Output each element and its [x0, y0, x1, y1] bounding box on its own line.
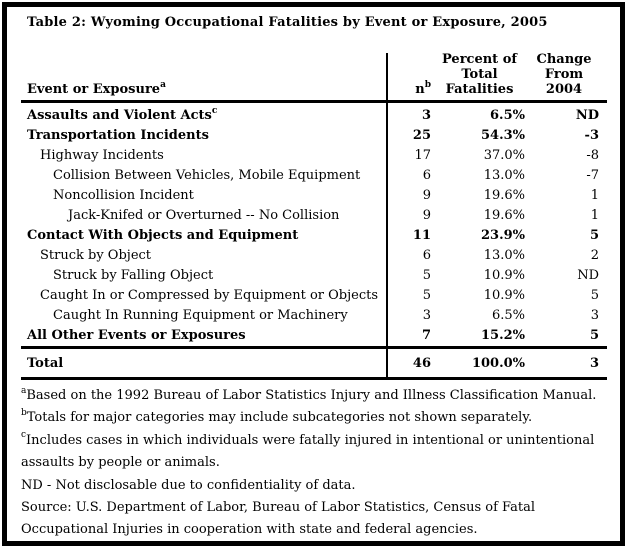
total-n-value: 46 [412, 355, 431, 371]
row-label: Highway Incidents [40, 148, 164, 163]
table-header-row [21, 50, 607, 103]
row-change-value: 1 [590, 208, 599, 223]
total-percent-value: 100.0% [471, 355, 525, 371]
row-percent-value: 37.0% [483, 148, 525, 163]
table-row [21, 246, 607, 266]
row-percent-value: 23.9% [480, 228, 525, 243]
row-change-value: ND [575, 108, 599, 123]
footnotes-section [21, 385, 610, 542]
row-label: Struck by Falling Object [53, 268, 214, 283]
row-label: Struck by Object [40, 248, 152, 263]
row-label: All Other Events or Exposures [27, 328, 246, 343]
row-label: Jack-Knifed or Overturned -- No Collision [68, 208, 340, 223]
footnote-marker-b: b [21, 408, 27, 419]
row-percent-value: 6.5% [491, 308, 525, 323]
row-label: Contact With Objects and Equipment [27, 228, 299, 243]
table-body [21, 106, 607, 346]
row-percent-value: 19.6% [483, 188, 525, 203]
table-row [21, 286, 607, 306]
table-row [21, 326, 607, 346]
row-change-value: 5 [589, 228, 599, 243]
header-n: n$^b$ [415, 79, 431, 97]
row-n-value: 17 [414, 148, 431, 163]
row-n-value: 7 [421, 328, 431, 343]
row-change-value: 5 [590, 288, 599, 303]
row-percent-value: 19.6% [483, 208, 525, 223]
row-n-value: 5 [422, 288, 431, 303]
row-n-value: 25 [412, 128, 431, 143]
header-footnote-marker-a: a [160, 82, 166, 90]
table-row [21, 266, 607, 286]
footnote-c: $^c$Includes cases in which individuals were fatally injured in intentional or unintentional assaults by people or animals. [21, 430, 595, 471]
row-n-value: 6 [422, 168, 431, 183]
row-n-value: 9 [422, 188, 431, 203]
table-row [21, 186, 607, 206]
row-label: Transportation Incidents [27, 128, 209, 143]
footnote-source: Source: U.S. Department of Labor, Bureau of Labor Statistics, Census of Fatal Occupational Injuries in cooperation with state and federal agencies. [21, 500, 536, 538]
footnote-marker-c: c [21, 430, 27, 441]
row-n-value: 9 [422, 208, 431, 223]
total-row [21, 346, 607, 380]
footnote-nd: ND - Not disclosable due to confidentiality of data. [21, 477, 356, 493]
row-percent-value: 6.5% [490, 108, 525, 123]
row-percent-value: 10.9% [483, 268, 525, 283]
row-label: Collision Between Vehicles, Mobile Equipment [53, 168, 361, 183]
row-change-value: -7 [586, 168, 599, 183]
row-change-value: ND [577, 268, 599, 283]
row-change-value: 1 [590, 188, 599, 203]
row-change-value: -8 [586, 148, 599, 163]
footnote-marker-a: a [21, 385, 27, 396]
footnote-b: $^b$Totals for major categories may include subcategories not shown separately. [21, 408, 533, 426]
table-row [21, 146, 607, 166]
row-n-value: 6 [422, 248, 431, 263]
header-event-or-exposure: Event or Exposure$^a$ [21, 82, 386, 100]
table-row [21, 226, 607, 246]
row-label: Caught In Running Equipment or Machinery [53, 308, 348, 323]
row-percent-value: 13.0% [483, 168, 525, 183]
table-row [21, 126, 607, 146]
header-footnote-marker-b: b [424, 79, 431, 90]
total-change-value: 3 [589, 355, 599, 371]
row-label: Noncollision Incident [53, 188, 194, 203]
table-row [21, 166, 607, 186]
total-label: Total [27, 355, 64, 371]
table-row [21, 106, 607, 126]
row-percent-value: 54.3% [480, 128, 525, 143]
row-label: Caught In or Compressed by Equipment or Objects [40, 288, 379, 303]
table-row [21, 306, 607, 326]
row-percent-value: 15.2% [480, 328, 525, 343]
table-title: Table 2: Wyoming Occupational Fatalities by Event or Exposure, 2005 [27, 15, 548, 30]
row-change-value: 2 [590, 248, 599, 263]
footnote-a: $^a$Based on the 1992 Bureau of Labor Statistics Injury and Illness Classification Manual. [21, 385, 597, 403]
row-n-value: 3 [421, 108, 431, 123]
row-footnote-marker-c: c [211, 106, 218, 116]
row-n-value: 11 [412, 228, 431, 243]
header-percent-of-total: Percent of Total Fatalities [442, 52, 517, 97]
row-change-value: 3 [590, 308, 599, 323]
row-n-value: 5 [422, 268, 431, 283]
row-percent-value: 13.0% [483, 248, 525, 263]
row-change-value: -3 [584, 128, 599, 143]
table-row [21, 206, 607, 226]
header-change-from-2004: Change From 2004 [536, 52, 592, 97]
row-percent-value: 10.9% [483, 288, 525, 303]
row-n-value: 3 [422, 308, 431, 323]
row-label: Assaults and Violent Acts$^c$ [27, 106, 218, 123]
row-change-value: 5 [589, 328, 599, 343]
